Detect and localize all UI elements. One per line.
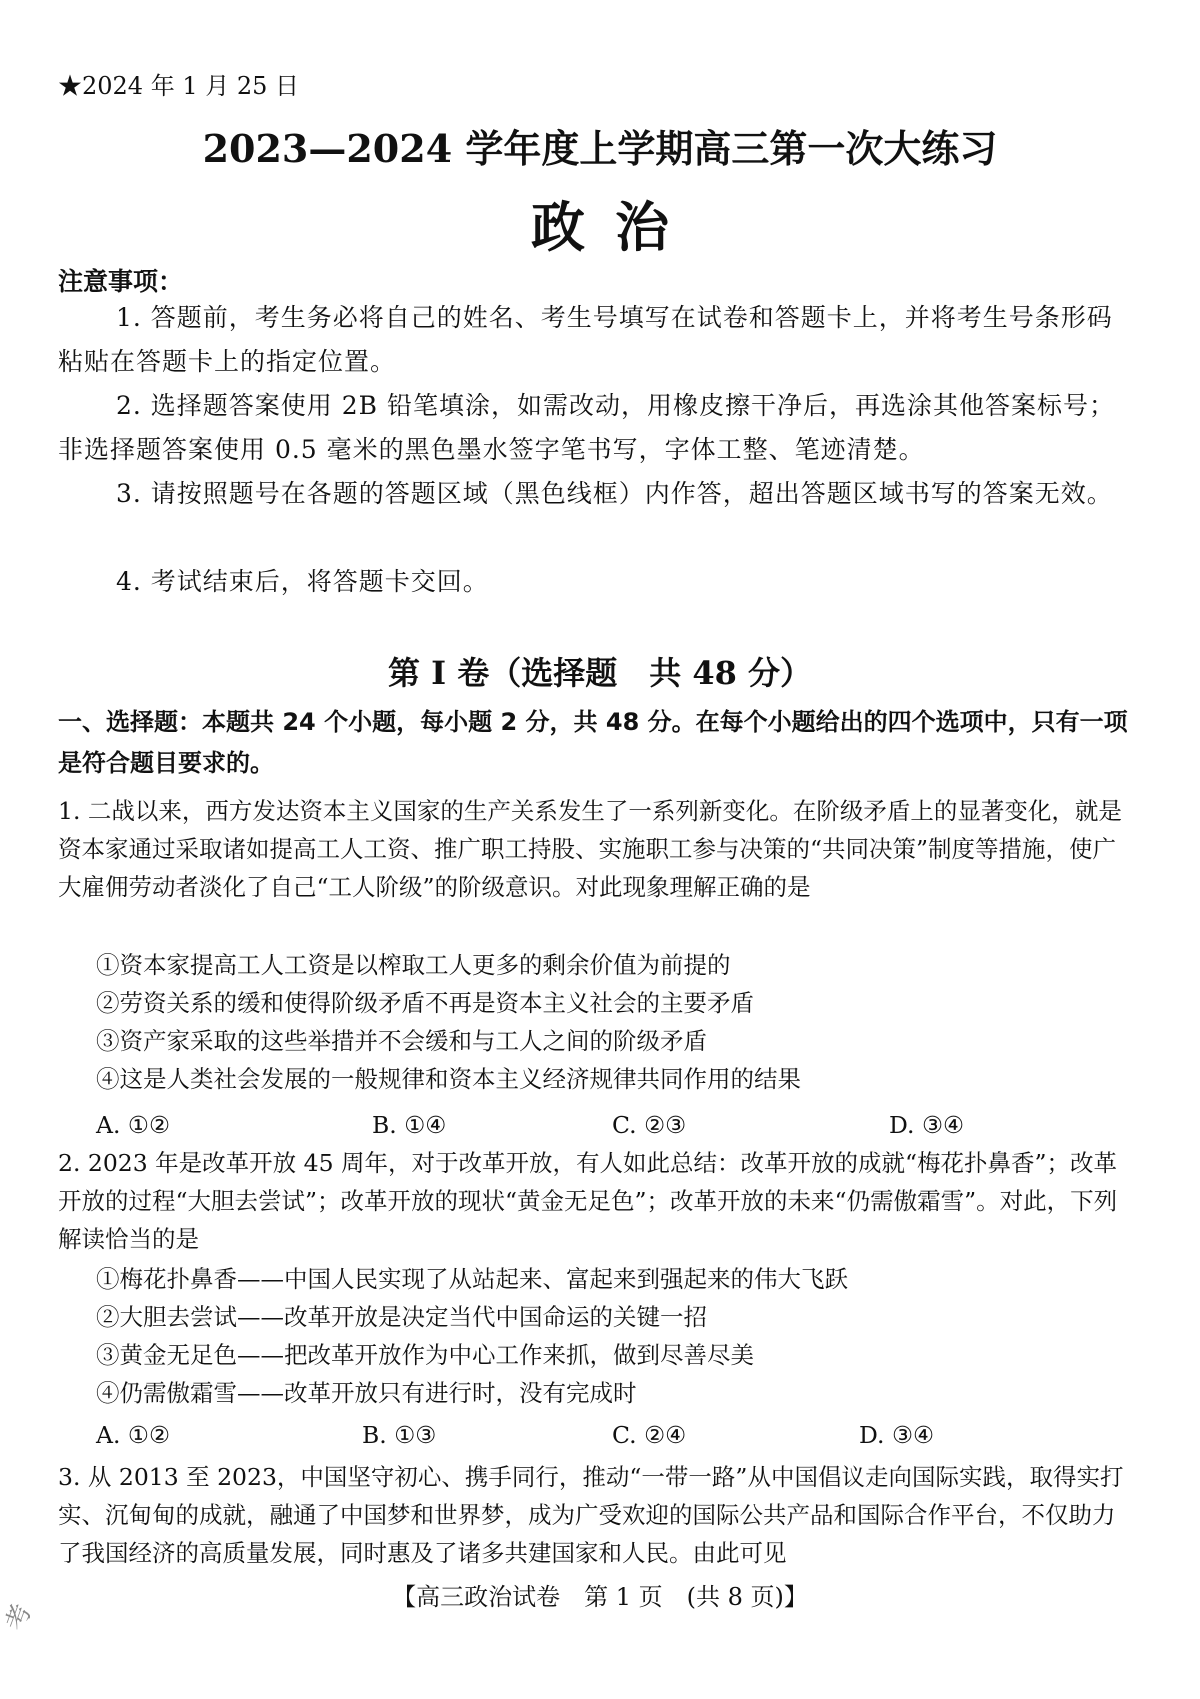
question-1-stem: 1. 二战以来，西方发达资本主义国家的生产关系发生了一系列新变化。在阶级矛盾上的显著变化，就是资本家通过采取诸如提高工人工资、推广职工持股、实施职工参与决策的“共同决策”制度等措施，使广大雇佣劳动者淡化了自己“工人阶级”的阶级意识。对此现象理解正确的是 xyxy=(58,797,1122,901)
subject-title: 政治 xyxy=(531,195,699,259)
question-2-option-4: ④仍需傲霜雪——改革开放只有进行时，没有完成时 xyxy=(96,1379,637,1407)
choice-d: D. ③④ xyxy=(859,1421,935,1449)
question-1-option-1: ①资本家提高工人工资是以榨取工人更多的剩余价值为前提的 xyxy=(96,951,731,979)
question-2-option-1: ①梅花扑鼻香——中国人民实现了从站起来、富起来到强起来的伟大飞跃 xyxy=(96,1265,848,1293)
question-1-option-3: ③资产家采取的这些举措并不会缓和与工人之间的阶级矛盾 xyxy=(96,1027,707,1055)
choice-a: A. ①② xyxy=(96,1421,171,1449)
notice-item-text: 3. 请按照题号在各题的答题区域（黑色线框）内作答，超出答题区域书写的答案无效。 xyxy=(116,479,1113,508)
choice-b: B. ①④ xyxy=(372,1111,447,1139)
exam-date: ★2024 年 1 月 25 日 xyxy=(58,72,300,100)
notice-item-3 xyxy=(58,472,1128,516)
notice-item-text: 2. 选择题答案使用 2B 铅笔填涂，如需改动，用橡皮擦干净后，再选涂其他答案标号；非选择题答案使用 0.5 毫米的黑色墨水签字笔书写，字体工整、笔迹清楚。 xyxy=(58,391,1115,464)
notice-item-2 xyxy=(58,384,1128,472)
choice-c: C. ②③ xyxy=(612,1111,687,1139)
notice-item-text: 4. 考试结束后，将答题卡交回。 xyxy=(116,567,489,596)
question-1-option-2: ②劳资关系的缓和使得阶级矛盾不再是资本主义社会的主要矛盾 xyxy=(96,989,754,1017)
question-2-option-3: ③黄金无足色——把改革开放作为中心工作来抓，做到尽善尽美 xyxy=(96,1341,754,1369)
question-3-stem: 3. 从 2013 至 2023，中国坚守初心、携手同行，推动“一带一路”从中国倡议走向国际实践，取得实打实、沉甸甸的成就，融通了中国梦和世界梦，成为广受欢迎的国际公共产品和国际合作平台，不仅助力了我国经济的高质量发展，同时惠及了诸多共建国家和人民。由此可见 xyxy=(58,1463,1124,1567)
notice-item-text: 1. 答题前，考生务必将自己的姓名、考生号填写在试卷和答题卡上，并将考生号条形码粘贴在答题卡上的指定位置。 xyxy=(58,303,1113,376)
question-1-option-4: ④这是人类社会发展的一般规律和资本主义经济规律共同作用的结果 xyxy=(96,1065,801,1093)
question-2-choices xyxy=(96,1416,1096,1454)
notice-item-4 xyxy=(58,560,1128,604)
question-2-stem: 2. 2023 年是改革开放 45 周年，对于改革开放，有人如此总结：改革开放的成就“梅花扑鼻香”；改革开放的过程“大胆去尝试”；改革开放的现状“黄金无足色”；改革开放的未来“仍需傲霜雪”。对此，下列解读恰当的是 xyxy=(58,1149,1118,1253)
section-title: 第 I 卷（选择题 共 48 分） xyxy=(387,654,813,692)
choice-a: A. ①② xyxy=(96,1111,171,1139)
question-1-choices xyxy=(96,1106,1096,1144)
notice-heading: 注意事项： xyxy=(58,267,184,296)
page-footer: 【高三政治试卷 第 1 页 (共 8 页)】 xyxy=(392,1583,808,1611)
exam-title: 2023—2024 学年度上学期高三第一次大练习 xyxy=(202,126,998,171)
choice-b: B. ①③ xyxy=(362,1421,437,1449)
choice-d: D. ③④ xyxy=(889,1111,965,1139)
choice-c: C. ②④ xyxy=(612,1421,687,1449)
watermark-stamp: 考 xyxy=(0,1600,38,1635)
section-instructions: 一、选择题：本题共 24 个小题，每小题 2 分，共 48 分。在每个小题给出的四个选项中，只有一项是符合题目要求的。 xyxy=(58,708,1128,777)
notice-item-1 xyxy=(58,296,1128,384)
question-2-option-2: ②大胆去尝试——改革开放是决定当代中国命运的关键一招 xyxy=(96,1303,707,1331)
